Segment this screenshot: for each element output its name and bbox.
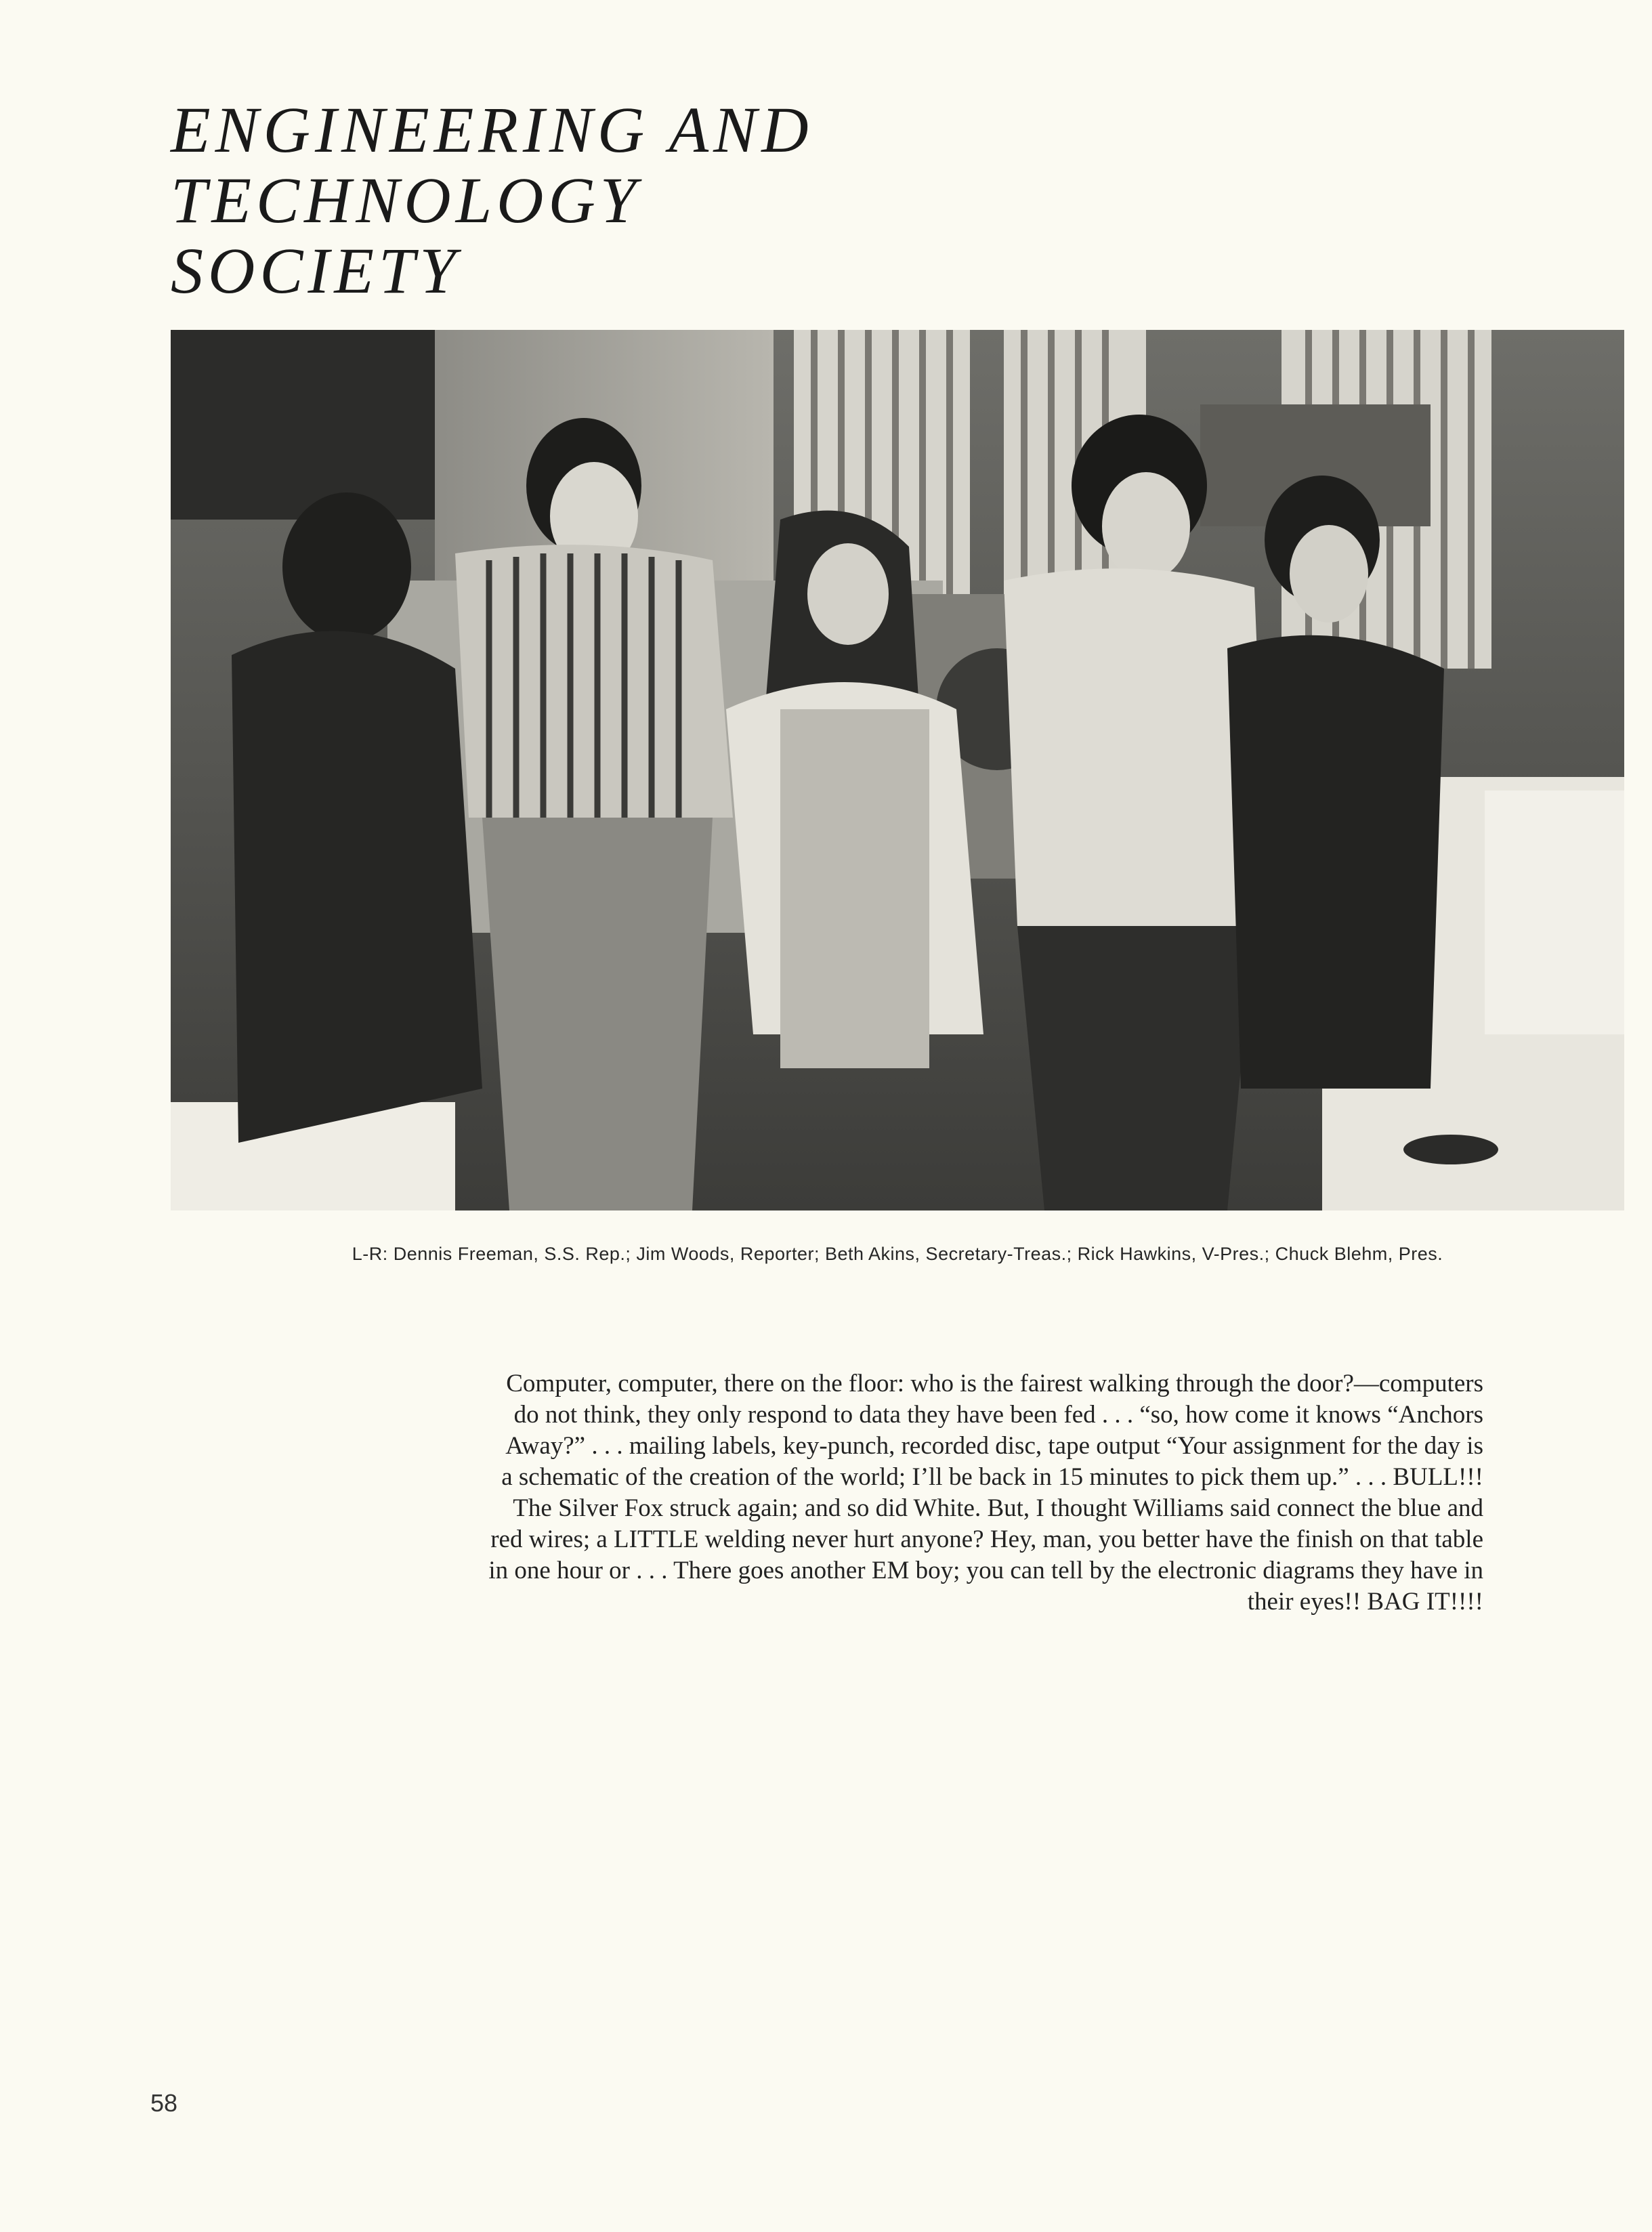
body-line: The Silver Fox struck again; and so did White. But, I thought Williams said connect the blue and [513, 1494, 1483, 1522]
body-line: in one hour or . . . There goes another EM boy; you can tell by the electronic diagrams they have in [488, 1557, 1483, 1584]
group-photo-icon [171, 330, 1624, 1210]
body-line: Away?” . . . mailing labels, key-punch, recorded disc, tape output “Your assignment for the day is [505, 1432, 1483, 1460]
title-line-3: SOCIETY [171, 234, 461, 307]
title-line-1: ENGINEERING AND [171, 93, 813, 166]
body-line: Computer, computer, there on the floor: who is the fairest walking through the door?—computers [506, 1370, 1483, 1397]
body-line: their eyes!! BAG IT!!!! [1247, 1588, 1483, 1616]
body-paragraph [291, 1368, 1483, 1618]
page-title [171, 95, 813, 306]
body-line: a schematic of the creation of the world; I’ll be back in 15 minutes to pick them up.” . . . BULL!!! [501, 1463, 1483, 1491]
body-line: do not think, they only respond to data they have been fed . . . “so, how come it knows “Anchors [513, 1401, 1483, 1429]
title-line-2: TECHNOLOGY [171, 164, 641, 236]
photo-caption: L-R: Dennis Freeman, S.S. Rep.; Jim Woods, Reporter; Beth Akins, Secretary-Treas.; Rick Hawkins, V-Pres.; Chuck Blehm, Pres. [352, 1244, 1443, 1264]
group-photo [171, 330, 1624, 1210]
page-number: 58 [150, 2089, 178, 2117]
body-line: red wires; a LITTLE welding never hurt anyone? Hey, man, you better have the finish on that table [490, 1525, 1483, 1553]
